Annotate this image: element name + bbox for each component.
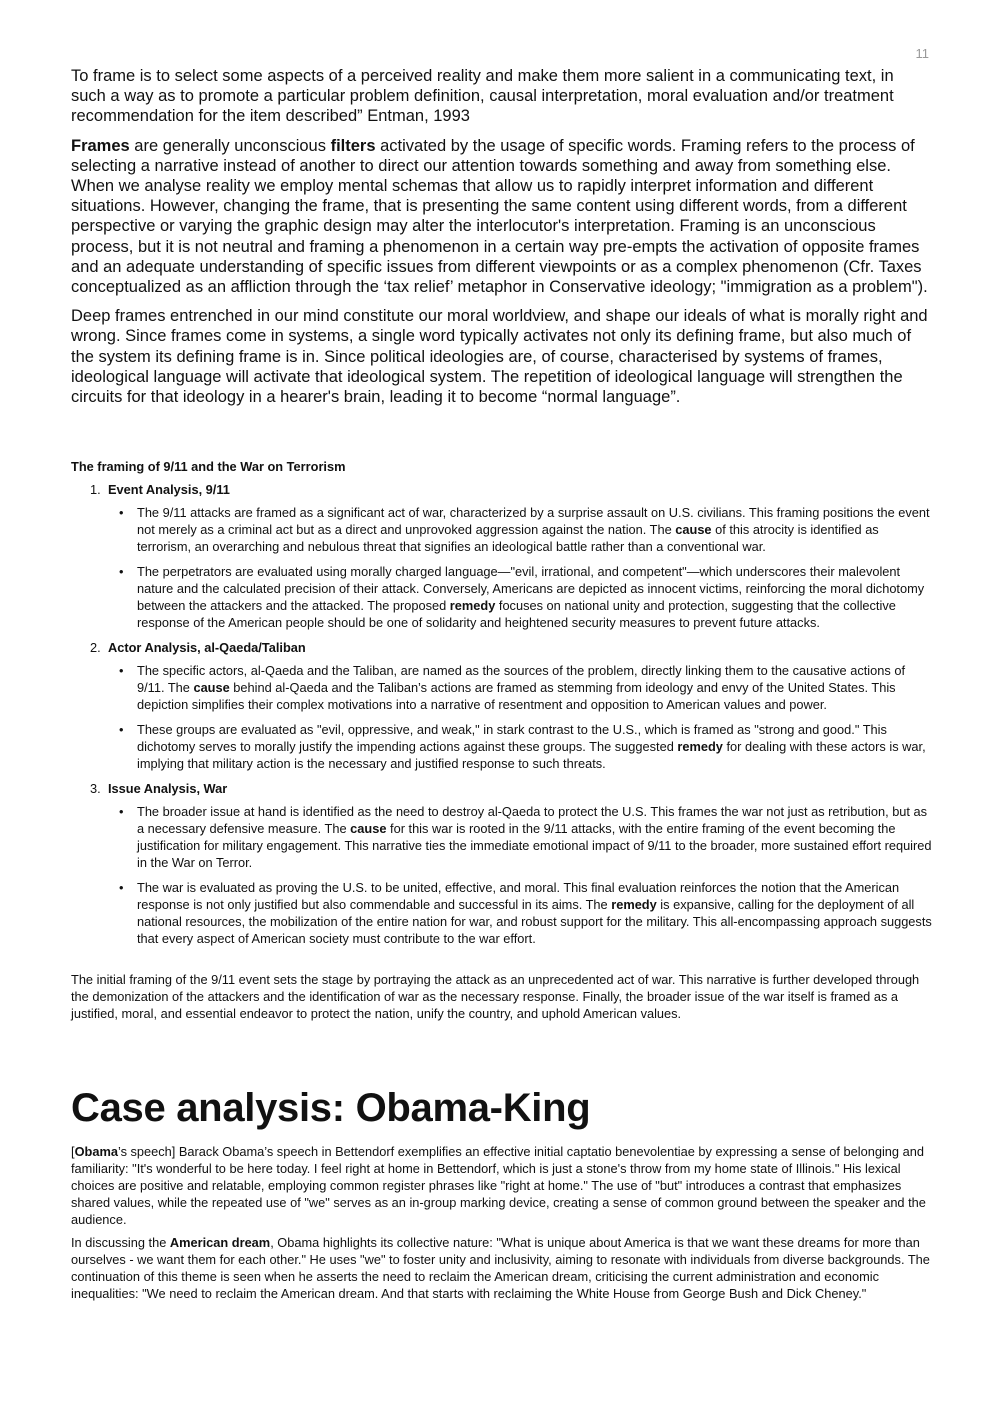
- bullet-icon: •: [119, 505, 124, 520]
- bold-term: cause: [675, 522, 712, 537]
- deep-frames-paragraph: [71, 306, 931, 407]
- intro-section: [71, 66, 931, 416]
- bold-term: remedy: [677, 739, 723, 754]
- list-item: [71, 639, 933, 772]
- item-title: Event Analysis, 9/11: [108, 482, 230, 497]
- bullet-point: [71, 803, 933, 871]
- bullet-list: [71, 803, 933, 947]
- bullet-point: [71, 662, 933, 713]
- item-heading: [71, 481, 933, 498]
- bullet-text: The broader issue at hand is identified as the need to destroy al-Qaeda to protect the U.S. This frames the war not just as retribution, but as a necessary defensive measure. The: [137, 804, 928, 836]
- bullet-icon: •: [119, 804, 124, 819]
- bullet-text: focuses on national unity and protection, suggesting that the collective response of the American people should be one of solidarity and heightened security measures to prevent future attacks.: [137, 598, 896, 630]
- section-title: The framing of 9/11 and the War on Terrorism: [71, 459, 346, 474]
- bullet-icon: •: [119, 564, 124, 579]
- item-title: Issue Analysis, War: [108, 781, 228, 796]
- paragraph-text: In discussing the: [71, 1235, 170, 1250]
- paragraph-text: Deep frames entrenched in our mind constitute our moral worldview, and shape our ideals of what is morally right and wrong. Since frames come in systems, a single word typically activates not only its defining frame, but also much of the system its defining frame is in. Since political ideologies are, of course, characterised by systems of frames, ideological language will activate that ideological system. The repetition of ideological language will strengthen the circuits for that ideology in a hearer's brain, leading it to become “normal language”.: [71, 307, 928, 407]
- list-item: [71, 481, 933, 631]
- bullet-text: for dealing with these actors is war, implying that military action is the necessary and justified response to such threats.: [137, 739, 926, 771]
- bullet-text: is expansive, calling for the deployment of all national resources, the mobilization of the entire nation for war, and robust support for the military. This all-encompassing approach suggests that every aspect of American society must contribute to the war effort.: [137, 897, 932, 946]
- american-dream-paragraph: [71, 1234, 933, 1302]
- paragraph-text: activated by the usage of specific words. Framing refers to the process of selecting a narrative instead of another to direct our attention towards something and away from something else. When we analyse reality we employ mental schemas that allow us to rapidly interpret information and different situations. However, changing the frame, that is presenting the same content using different words, from a different perspective or varying the graphic design may alter the interlocutor's interpretation. Framing is an unconscious process, but it is not neutral and framing a phenomenon in a certain way pre-empts the activation of opposite frames and an adequate understanding of specific issues from different viewpoints or as a complex phenomenon (Cfr. Taxes conceptualized as an affliction through the ‘tax relief’ metaphor in Conservative ideology; "immigration as a problem").: [71, 136, 928, 297]
- item-number: 3.: [90, 781, 101, 796]
- case-analysis-heading: Case analysis: Obama-King: [71, 1086, 591, 1130]
- entman-quote-paragraph: [71, 66, 931, 127]
- bullet-point: [71, 504, 933, 555]
- page-number: 11: [915, 46, 929, 61]
- bold-term: Frames: [71, 136, 130, 155]
- case-analysis-section: [71, 1143, 933, 1308]
- item-heading: [71, 780, 933, 797]
- bullet-list: [71, 504, 933, 631]
- frames-paragraph: [71, 136, 931, 298]
- bullet-text: These groups are evaluated as "evil, oppressive, and weak," in stark contrast to the U.S., which is framed as "strong and good." This dichotomy serves to morally justify the impending actions against these groups. The suggested: [137, 722, 887, 754]
- framing-section: [71, 458, 933, 1022]
- bullet-icon: •: [119, 663, 124, 678]
- bullet-text: of this atrocity is identified as terrorism, an overarching and nebulous threat that signifies an ideological battle rather than a conventional war.: [137, 522, 879, 554]
- bullet-point: [71, 879, 933, 947]
- list-item: [71, 780, 933, 947]
- bold-term: Obama: [74, 1144, 118, 1159]
- bullet-icon: •: [119, 722, 124, 737]
- paragraph-text: ’s speech] Barack Obama’s speech in Bettendorf exemplifies an effective initial captatio benevolentiae by expressing a sense of belonging and familiarity: "It's wonderful to be here today. I feel right at home in Bettendorf, which is just a stone's throw from my home state of Illinois." His lexical choices are positive and relatable, employing common register phrases like "right at home." The use of "but" introduces a contrast that emphasizes shared values, while the repeated use of "we" serves as an in-group marking device, creating a sense of common ground between the speaker and the audience.: [71, 1144, 926, 1227]
- bullet-point: [71, 563, 933, 631]
- bullet-icon: •: [119, 880, 124, 895]
- item-number: 2.: [90, 640, 101, 655]
- item-title: Actor Analysis, al-Qaeda/Taliban: [108, 640, 306, 655]
- bullet-text: for this war is rooted in the 9/11 attacks, with the entire framing of the event becoming the justification for military engagement. This narrative ties the immediate emotional impact of 9/11 to the broader, more sustained effort required in the War on Terror.: [137, 821, 932, 870]
- obama-speech-paragraph: [71, 1143, 933, 1228]
- bold-term: remedy: [449, 598, 496, 613]
- bullet-list: [71, 662, 933, 772]
- bullet-text: The 9/11 attacks are framed as a significant act of war, characterized by a surprise assault on U.S. civilians. This framing positions the event not merely as a criminal act but as a direct and unprovoked aggression against the nation. The: [137, 505, 930, 537]
- bullet-point: [71, 721, 933, 772]
- paragraph-text: , Obama highlights its collective nature: "What is unique about America is that we want these dreams for more than ourselves - we want them for each other." He uses "we" to foster unity and inclusivity, aiming to resonate with individuals from diverse backgrounds. The continuation of this theme is seen when he asserts the need to reclaim the American dream, criticising the current administration and economic inequalities: "We need to reclaim the American dream. And that starts with reclaiming the White House from George Bush and Dick Cheney.": [71, 1235, 930, 1301]
- paragraph-text: [: [71, 1144, 75, 1159]
- bold-term: filters: [330, 136, 376, 155]
- bold-term: remedy: [611, 897, 657, 912]
- bullet-text: The specific actors, al-Qaeda and the Taliban, are named as the sources of the problem, directly linking them to the causative actions of 9/11. The: [137, 663, 905, 695]
- paragraph-text: To frame is to select some aspects of a perceived reality and make them more salient in a communicating text, in such a way as to promote a particular problem definition, causal interpretation, moral evaluation and/or treatment recommendation for the item described” Entman, 1993: [71, 67, 894, 126]
- bullet-text: The perpetrators are evaluated using morally charged language—"evil, irrational, and competent"—which underscores their malevolent nature and the calculated precision of their attack. Conversely, Americans are depicted as innocent victims, reinforcing the moral dichotomy between the attackers and the attacked. The proposed: [137, 564, 925, 613]
- bold-term: cause: [193, 680, 230, 695]
- analysis-list: [71, 481, 933, 947]
- bullet-text: The war is evaluated as proving the U.S. to be united, effective, and moral. This final evaluation reinforces the notion that the American response is not only justified but also commendable and successful in its aims. The: [137, 880, 900, 912]
- conclusion-paragraph: The initial framing of the 9/11 event sets the stage by portraying the attack as an unprecedented act of war. This narrative is further developed through the demonization of the attackers and the identification of war as the necessary response. Finally, the broader issue of the war itself is framed as a justified, moral, and essential endeavor to protect the nation, unify the country, and uphold American values.: [71, 972, 920, 1021]
- bullet-text: behind al-Qaeda and the Taliban’s actions are framed as stemming from ideology and envy of the United States. This depiction simplifies their complex motivations into a narrative of resentment and opposition to American values and power.: [137, 680, 896, 712]
- bold-term: cause: [350, 821, 387, 836]
- paragraph-text: are generally unconscious: [129, 136, 331, 155]
- item-number: 1.: [90, 482, 101, 497]
- item-heading: [71, 639, 933, 656]
- bold-term: American dream: [169, 1235, 271, 1250]
